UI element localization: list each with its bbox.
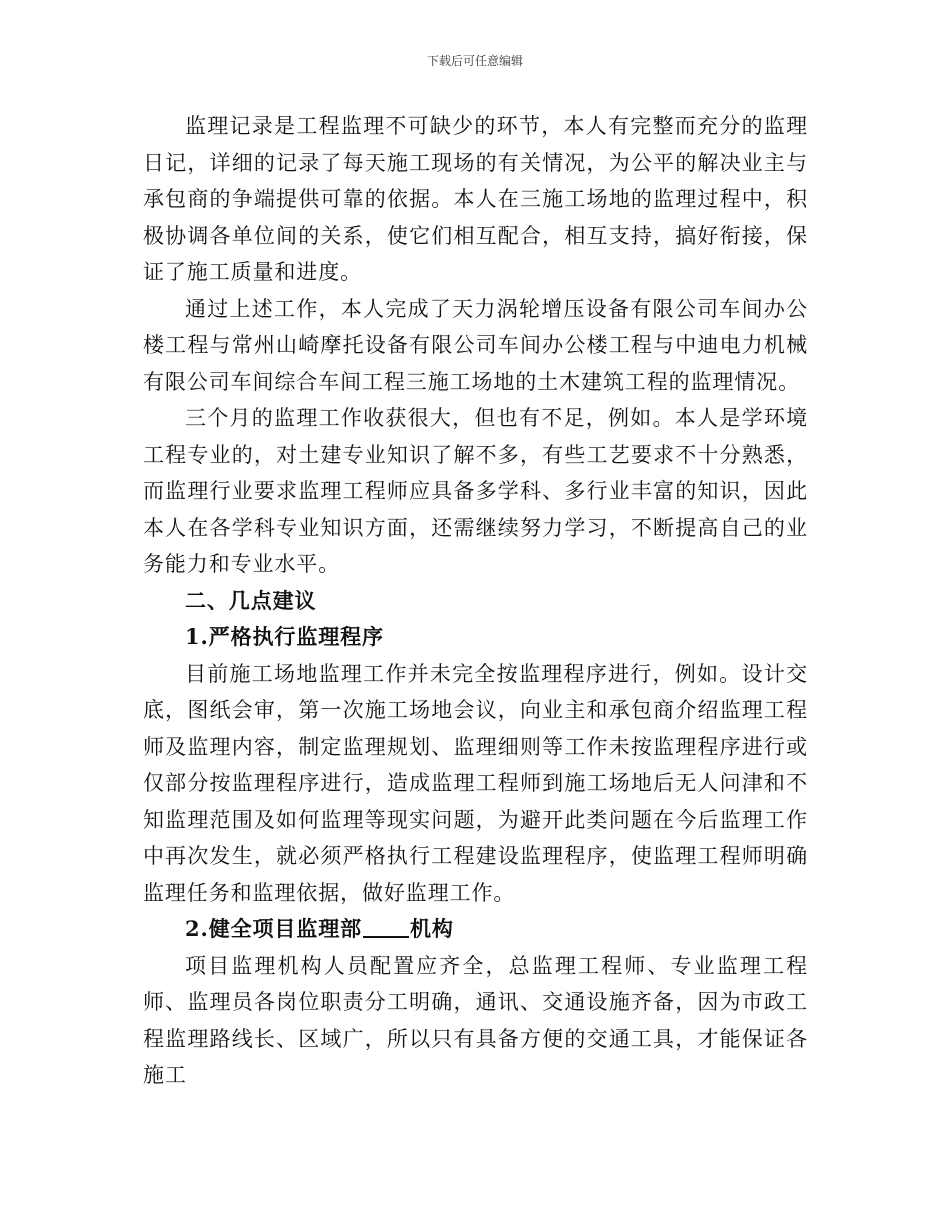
fill-in-blank xyxy=(363,916,409,938)
paragraph-shortcomings: 三个月的监理工作收获很大，但也有不足，例如。本人是学环境工程专业的，对土建专业知识了解不多，有些工艺要求不十分熟悉，而监理行业要求监理工程师应具备多学科、多行业丰富的知识，因此本人在各学科专业知识方面，还需继续努力学习，不断提高自己的业务能力和专业水平。 xyxy=(143,406,808,576)
subheading-project-department xyxy=(143,911,808,948)
document-body xyxy=(143,108,808,1094)
paragraph-supervision-records: 监理记录是工程监理不可缺少的环节，本人有完整而充分的监理日记，详细的记录了每天施工现场的有关情况，为公平的解决业主与承包商的争端提供可靠的依据。本人在三施工场地的监理过程中，积极协调各单位间的关系，使它们相互配合，相互支持，搞好衔接，保证了施工质量和进度。 xyxy=(143,114,808,284)
subheading-suffix: 机构 xyxy=(410,916,454,941)
paragraph-staffing: 项目监理机构人员配置应齐全，总监理工程师、专业监理工程师、监理员各岗位职责分工明确，通讯、交通设施齐备，因为市政工程监理路线长、区域广，所以只有具备方便的交通工具，才能保证各施工 xyxy=(143,953,808,1087)
section-heading-suggestions: 二、几点建议 xyxy=(185,587,317,613)
paragraph-completed-work: 通过上述工作，本人完成了天力涡轮增压设备有限公司车间办公楼工程与常州山崎摩托设备有限公司车间办公楼工程与中迪电力机械有限公司车间综合车间工程三施工场地的土木建筑工程的监理情况。 xyxy=(143,296,808,394)
subheading-prefix: 2.健全项目监理部 xyxy=(185,916,363,941)
page-header: 下载后可任意编辑 xyxy=(426,54,523,68)
paragraph-procedure: 目前施工场地监理工作并未完全按监理程序进行，例如。设计交底，图纸会审，第一次施工场地会议，向业主和承包商介绍监理工程师及监理内容，制定监理规划、监理细则等工作未按监理程序进行或仅部分按监理程序进行，造成监理工程师到施工场地后无人问津和不知监理范围及如何监理等现实问题，为避开此类问题在今后监理工作中再次发生，就必须严格执行工程建设监理程序，使监理工程师明确监理任务和监理依据，做好监理工作。 xyxy=(143,661,808,905)
subheading-strict-procedure: 1.严格执行监理程序 xyxy=(185,624,384,649)
